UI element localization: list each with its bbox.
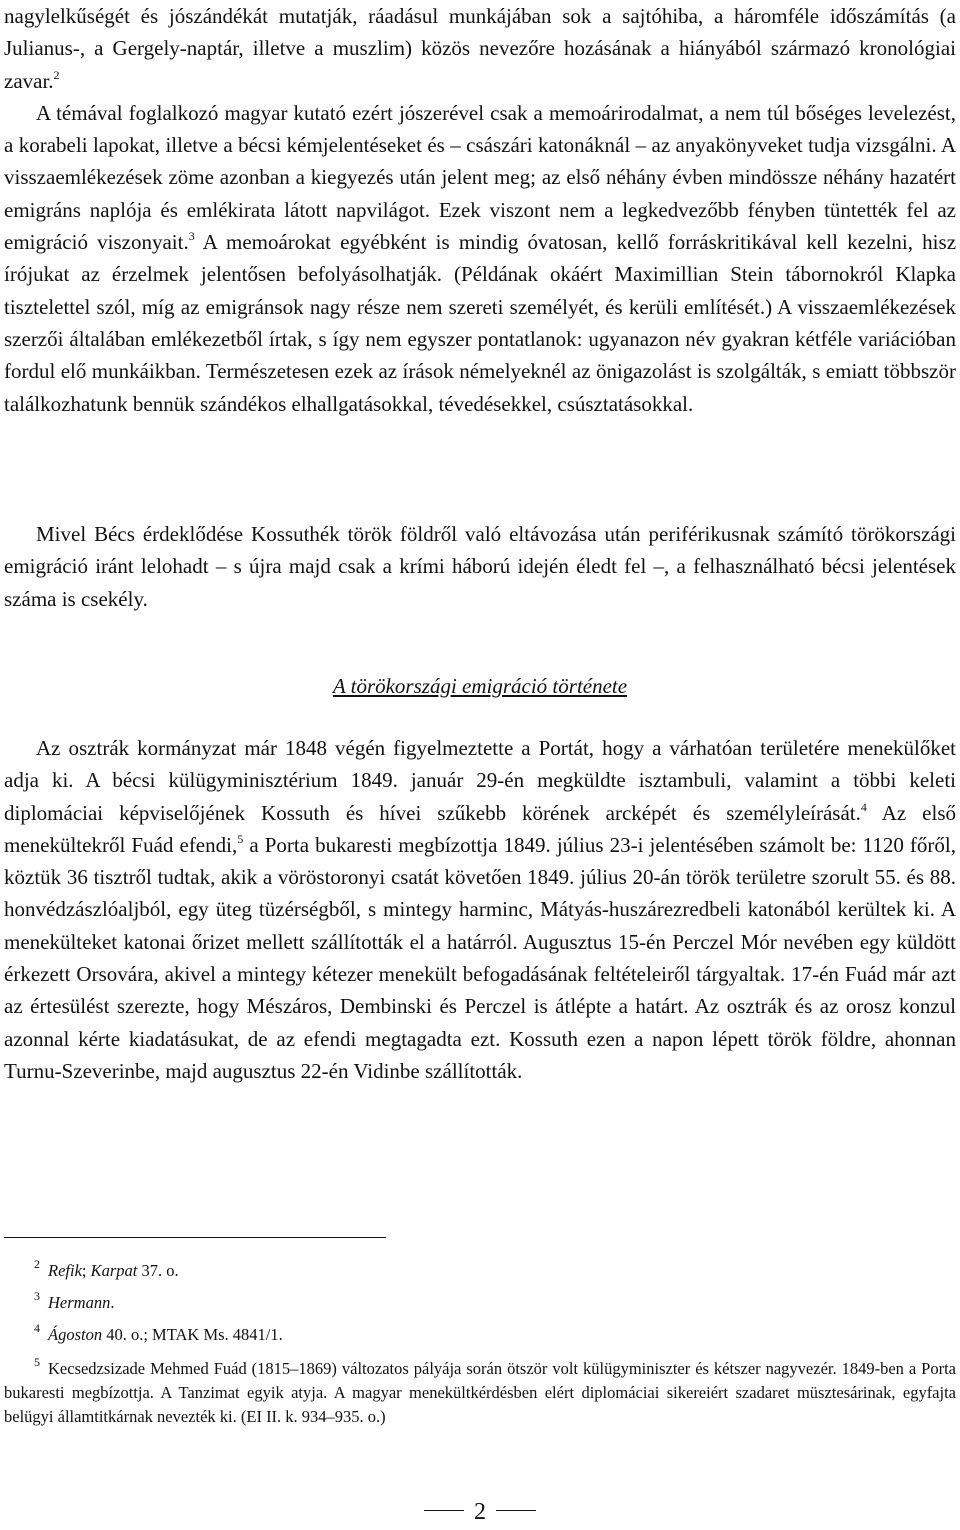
body-text-block-1 — [4, 0, 956, 420]
paragraph-vienna: Mivel Bécs érdeklődése Kossuthék török földről való eltávozása után periférikusnak számító törökországi emigráció iránt lelohadt – s újra majd csak a krími háború idején éledt fel –, a felhasználható bécsi jelentések száma is csekély. — [4, 522, 956, 611]
page-number-dash-right — [496, 1510, 536, 1511]
body-text-block-3 — [4, 732, 956, 1087]
footnotes — [4, 1255, 956, 1429]
footnote-separator — [4, 1237, 386, 1238]
footnote-ref-3[interactable]: 3 — [188, 229, 195, 244]
body-text-block-2 — [4, 518, 956, 615]
footnote-4: $^4$ Ágoston 40. o.; MTAK Ms. 4841/1. — [34, 1321, 283, 1344]
footnote-ref-2[interactable]: 2 — [53, 67, 60, 82]
footnote-3: $^3$ Hermann. — [34, 1289, 115, 1312]
page-number-dash-left — [424, 1510, 464, 1511]
page-number: 2 — [0, 1497, 960, 1527]
footnote-ref-4[interactable]: 4 — [860, 799, 867, 814]
footnote-5: $^5$ Kecsedzsizade Mehmed Fuád (1815–1869) változatos pályája során ötször volt külügyminiszter és kétszer nagyvezér. 1849-ben a Porta bukaresti megbízottja. A Tanzimat egyik atyja. A magyar menekültkérdésben elért diplomáciai sikereiért szadaret müsztesárinak, egyfajta belügyi államtitkárnak nevezték ki. (EI II. k. 934–935. o.) — [4, 1355, 956, 1426]
footnote-ref-5[interactable]: 5 — [237, 831, 244, 846]
paragraph-history: Az osztrák kormányzat már 1848 végén figyelmeztette a Portát, hogy a várhatóan területére menekülőket adja ki. A bécsi külügyminisztérium 1849. január 29-én megküldte isztambuli, valamint a többi keleti diplomáciai képviselőjének Kossuth és hívei szűkebb körének arcképét és személyleírását.$^4$ Az első menekültekről Fuád efendi,$^5$ a Porta bukaresti megbízottja 1849. július 23-i jelentésében számolt be: 1120 főről, köztük 36 tisztről tudtak, akik a vöröstoronyi csatát követően 1849. július 20-án török területre szorult 55. és 88. honvédzászlóaljból, egy üteg tüzérségből, s mintegy harminc, Mátyás-huszárezredbeli katonából kerültek ki. A menekülteket katonai őrizet mellett szállították el a határról. Augusztus 15-én Perczel Mór nevében egy küldött érkezett Orsovára, akivel a mintegy kétezer menekült befogadásának feltételeiről tárgyaltak. 17-én Fuád már azt az értesülést szerezte, hogy Mészáros, Dembinski és Perczel is átlépte a határt. Az osztrák és az orosz konzul azonnal kérte kiadatásukat, de az efendi megtagadta ezt. Kossuth ezen a napon lépett török földre, ahonnan Turnu-Szeverinbe, majd augusztus 22-én Vidinbe szállították. — [4, 736, 957, 1083]
paragraph-sources: A témával foglalkozó magyar kutató ezért jószerével csak a memoárirodalmat, a nem túl bőséges levelezést, a korabeli lapokat, illetve a bécsi kémjelentéseket és – császári katonáknál – az anyakönyveket tudja vizsgálni. A visszaemlékezések zöme azonban a kiegyezés után jelent meg; az első néhány évben mindössze néhány hazatért emigráns naplója és emlékirata látott napvilágot. Ezek viszont nem a legkedvezőbb fényben tüntették fel az emigráció viszonyait.$^3$ A memoárokat egyébként is mindig óvatosan, kellő forráskritikával kell kezelni, hisz írójukat az érzelmek jelentősen befolyásolhatják. (Példának okáért Maximillian Stein tábornokról Klapka tisztelettel szól, míg az emigránsok nagy része nem szereti személyét, és kerüli említését.) A visszaemlékezések szerzői általában emlékezetből írtak, s így nem egyszer pontatlanok: ugyanazon név gyakran kétféle variációban fordul elő munkáikban. Természetesen ezek az írások némelyeknél az önigazolást is szolgálták, s emiatt többször találkozhatunk bennük szándékos elhallgatásokkal, tévedésekkel, csúsztatásokkal. — [4, 100, 957, 416]
section-heading: A törökországi emigráció története — [332, 674, 628, 698]
footnote-2: $^2$ Refik; Karpat 37. o. — [34, 1257, 179, 1280]
paragraph-continued: nagylelkűségét és jószándékát mutatják, ráadásul munkájában sok a sajtóhiba, a háromféle időszámítás (a Julianus-, a Gergely-naptár, illetve a muszlim) közös nevezőre hozásának a hiányából származó kronológiai zavar.$^2$ — [4, 4, 956, 93]
